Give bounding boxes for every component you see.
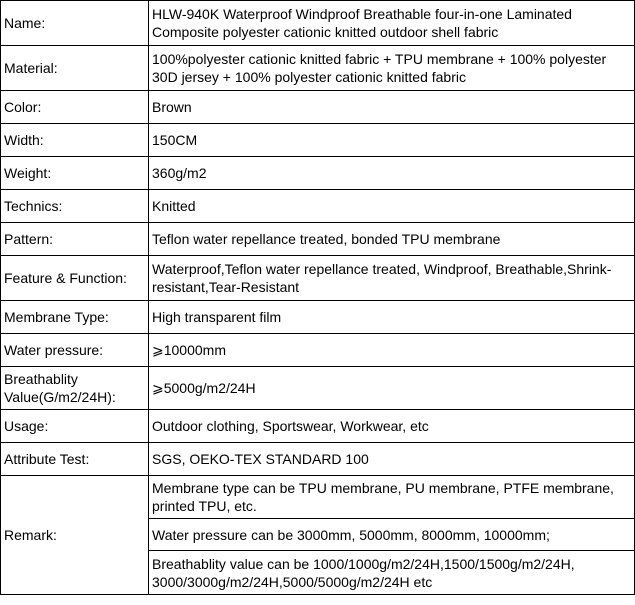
row-value: Outdoor clothing, Sportswear, Workwear, etc	[149, 410, 635, 443]
remark-row	[1, 476, 635, 519]
row-value: Teflon water repellance treated, bonded TPU membrane	[149, 223, 635, 256]
table-row	[1, 91, 635, 124]
row-label: Usage:	[1, 410, 149, 443]
table-row	[1, 1, 635, 46]
table-row	[1, 443, 635, 476]
table-row	[1, 46, 635, 91]
row-value: 100%polyester cationic knitted fabric + TPU membrane + 100% polyester 30D jersey + 100% polyester cationic knitted fabric	[149, 46, 635, 91]
row-label: Breathablity Value(G/m2/24H):	[1, 367, 149, 410]
table-row	[1, 157, 635, 190]
row-value: Brown	[149, 91, 635, 124]
row-label: Attribute Test:	[1, 443, 149, 476]
row-label: Name:	[1, 1, 149, 46]
row-label: Weight:	[1, 157, 149, 190]
row-value: 360g/m2	[149, 157, 635, 190]
row-value: SGS, OEKO-TEX STANDARD 100	[149, 443, 635, 476]
table-row	[1, 367, 635, 410]
row-label: Pattern:	[1, 223, 149, 256]
row-value: ⩾5000g/m2/24H	[149, 367, 635, 410]
row-label: Water pressure:	[1, 334, 149, 367]
table-row	[1, 410, 635, 443]
table-row	[1, 334, 635, 367]
row-label: Technics:	[1, 190, 149, 223]
row-value: 150CM	[149, 124, 635, 157]
table-row	[1, 190, 635, 223]
table-row	[1, 256, 635, 301]
row-value: HLW-940K Waterproof Windproof Breathable four-in-one Laminated Composite polyester cationic knitted outdoor shell fabric	[149, 1, 635, 46]
row-label: Material:	[1, 46, 149, 91]
remark-value: Membrane type can be TPU membrane, PU membrane, PTFE membrane, printed TPU, etc.	[149, 476, 635, 519]
remark-value: Breathablity value can be 1000/1000g/m2/24H,1500/1500g/m2/24H, 3000/3000g/m2/24H,5000/5000g/m2/24H etc	[149, 551, 635, 595]
row-value: ⩾10000mm	[149, 334, 635, 367]
row-label: Membrane Type:	[1, 301, 149, 334]
row-label: Width:	[1, 124, 149, 157]
row-label: Color:	[1, 91, 149, 124]
table-row	[1, 124, 635, 157]
row-value: Knitted	[149, 190, 635, 223]
row-label: Feature & Function:	[1, 256, 149, 301]
remark-value: Water pressure can be 3000mm, 5000mm, 8000mm, 10000mm;	[149, 519, 635, 551]
row-value: High transparent film	[149, 301, 635, 334]
row-value: Waterproof,Teflon water repellance treated, Windproof, Breathable,Shrink-resistant,Tear-Resistant	[149, 256, 635, 301]
table-row	[1, 301, 635, 334]
table-row	[1, 223, 635, 256]
remark-label: Remark:	[1, 476, 149, 595]
